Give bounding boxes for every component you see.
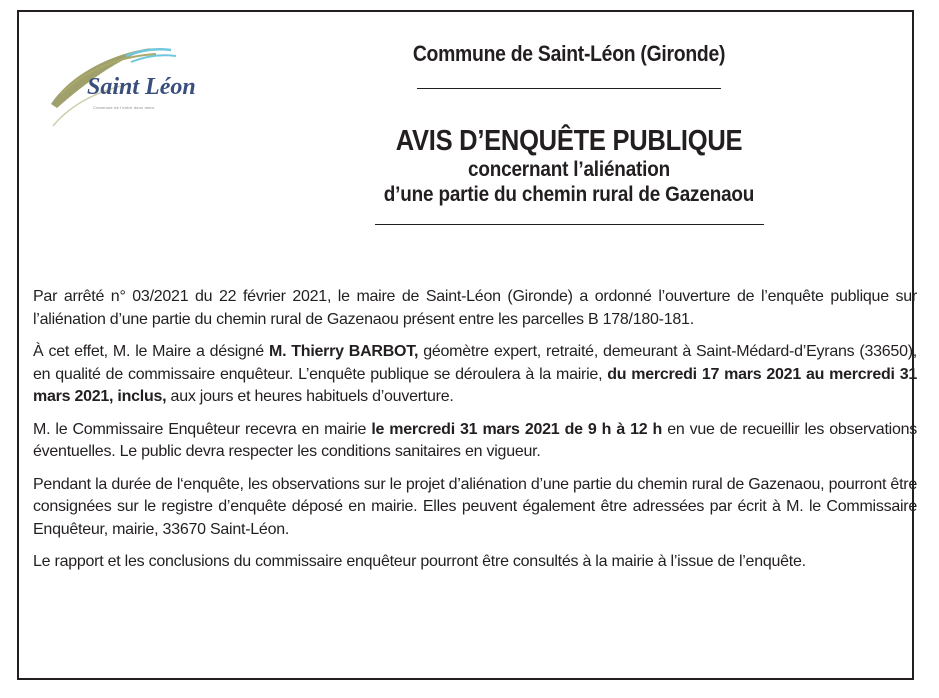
commune-heading: Commune de Saint-Léon (Gironde) [412,41,726,66]
inquiry-dates: du mercredi 17 mars 2021 au mercredi 31 mars 2021, inclus, [33,365,917,405]
reception-date: le mercredi 31 mars 2021 de 9 h à 12 h [371,420,663,438]
p2-text-c: géomètre expert, retraité, demeurant à Saint-Médard-d’Eyrans (33650), en qualité de commissaire enquêteur. L’enquête publique se déroulera à la mairie, [33,343,917,383]
p2-text-a: À cet effet, M. le Maire a désigné [33,343,269,360]
p3-text-c: en vue de recueillir les observations éventuelles. Le public devra respecter les conditions sanitaires en vigueur. [33,420,918,460]
paragraph-reception [33,419,917,464]
logo-tagline: Commune de l'entre deux mers [93,105,155,110]
header-divider-top [417,88,721,89]
notice-title: AVIS D’ENQUÊTE PUBLIQUE [395,125,743,157]
paragraph-observations: Pendant la durée de l‘enquête, les observations sur le projet d’aliénation d’une partie du chemin rural de Gazenaou, pourront être consignées sur le registre d’enquête déposé en mairie. Elles peuvent également être adressées par écrit à M. le Commissaire Enquêteur, mairie, 33670 Saint-Léon. [33,475,917,538]
p2-text-e: aux jours et heures habituels d’ouverture. [166,388,454,405]
notice-header [269,40,869,225]
notice-subtitle-line-1: concernant l’aliénation [467,157,671,181]
notice-subtitle-line-2: d’une partie du chemin rural de Gazenaou [383,182,755,206]
notice-frame [17,10,918,680]
paragraph-commissioner [33,341,917,409]
paragraph-report: Le rapport et les conclusions du commissaire enquêteur pourront être consultés à la mairie à l’issue de l’enquête. [33,553,806,570]
commune-logo [31,34,261,134]
notice-body [33,286,917,584]
header-divider-bottom [375,224,764,225]
p3-text-a: M. le Commissaire Enquêteur recevra en mairie [33,420,372,438]
commissioner-name: M. Thierry BARBOT, [268,343,419,360]
logo-name: Saint Léon [87,74,196,100]
paragraph-decree: Par arrêté n° 03/2021 du 22 février 2021, le maire de Saint-Léon (Gironde) a ordonné l’ouverture de l’enquête publique sur l’aliénation d’une partie du chemin rural de Gazenaou présent entre les parcelles B 178/180-181. [33,288,917,328]
